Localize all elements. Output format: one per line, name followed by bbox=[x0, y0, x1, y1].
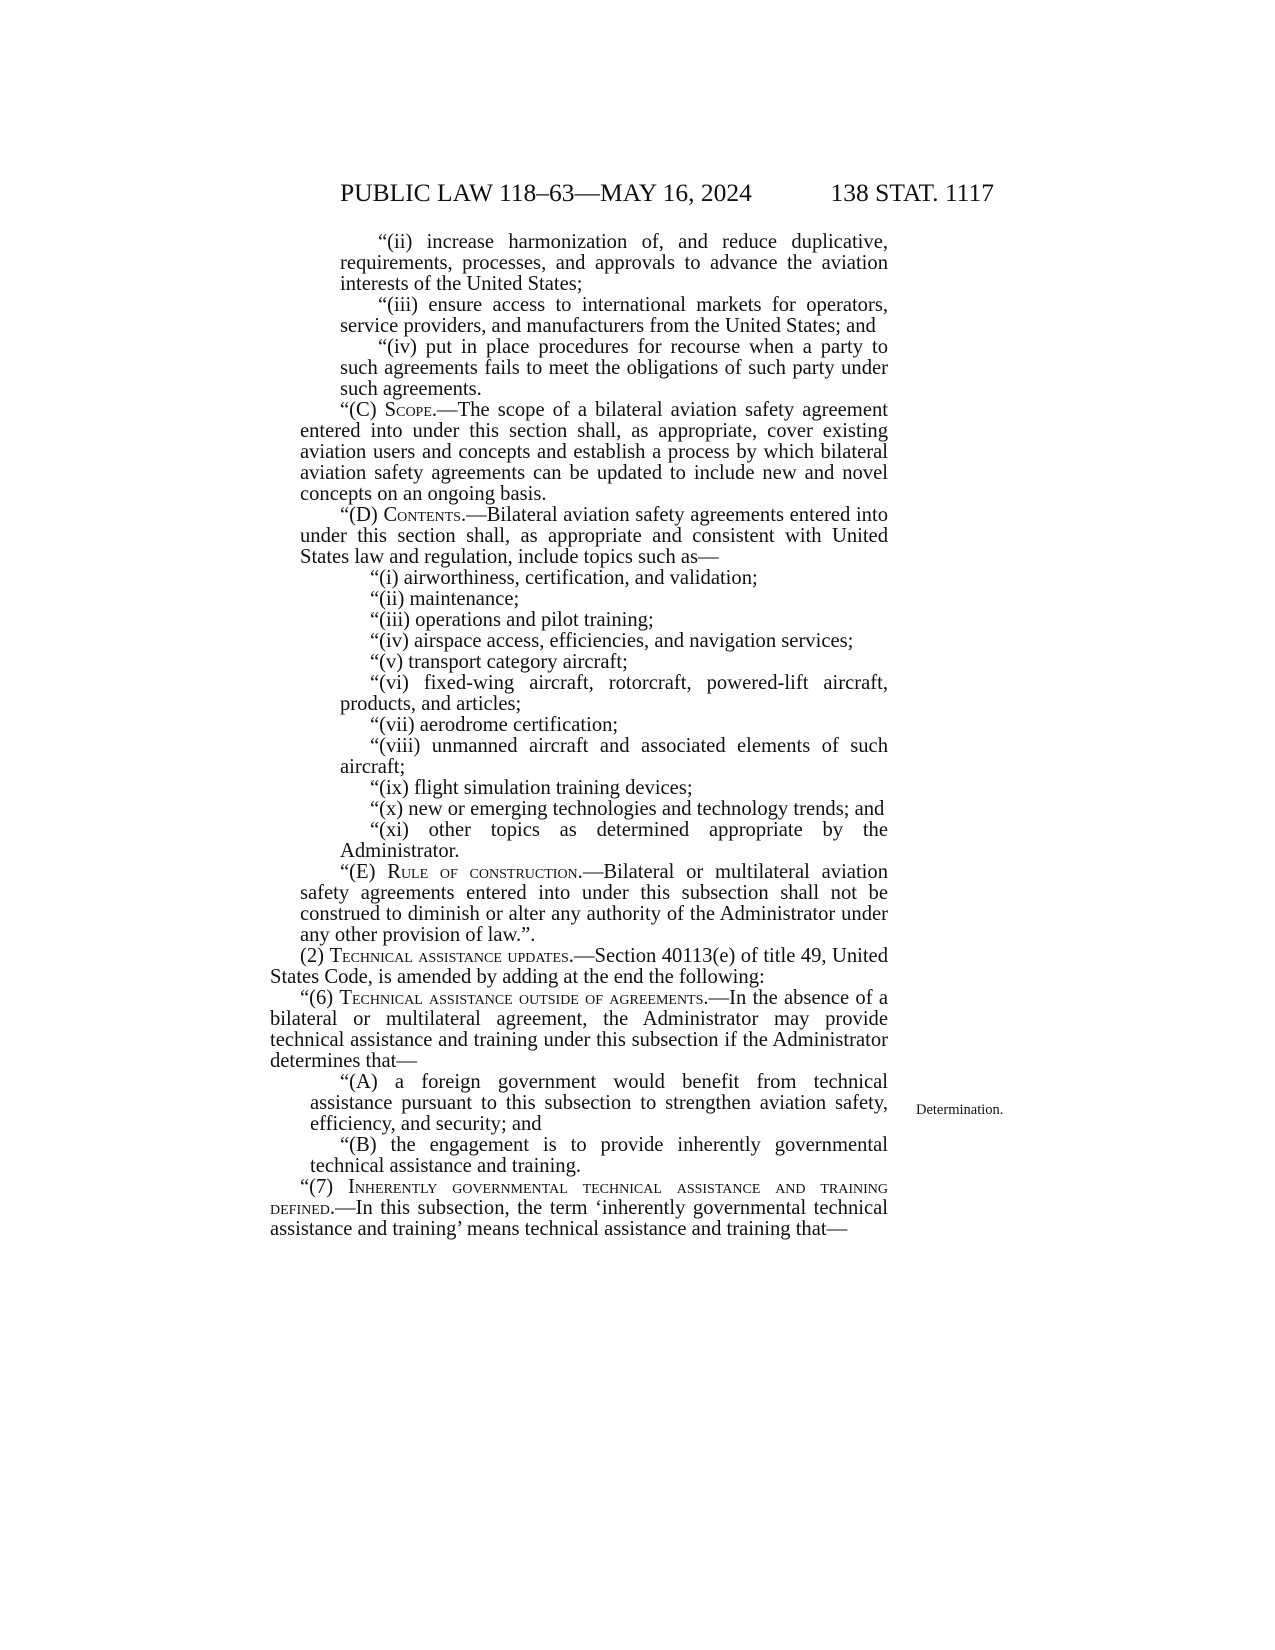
law-title: PUBLIC LAW 118–63—MAY 16, 2024 bbox=[340, 178, 752, 207]
subparagraph-c: “(C) Scope.—The scope of a bilateral aviation safety agreement entered into under this section shall, as appropriate, cover existing aviation users and concepts and establish a process by which bilateral aviation safety agreements can be updated to include new and novel concepts on an ongoing basis. bbox=[300, 399, 888, 505]
subparagraph-6b: “(B) the engagement is to provide inherently governmental technical assistance and training. bbox=[310, 1134, 888, 1177]
subparagraph-e: “(E) Rule of construction.—Bilateral or multilateral aviation safety agreements entered into under this subsection shall not be construed to diminish or alter any authority of the Administrator under any other provision of law.”. bbox=[300, 861, 888, 946]
margin-note: Determination. bbox=[916, 1102, 1004, 1118]
clause-d-i: “(i) airworthiness, certification, and validation; bbox=[370, 567, 758, 589]
clause-d-vii: “(vii) aerodrome certification; bbox=[370, 714, 619, 736]
clause-d-ix: “(ix) flight simulation training devices; bbox=[370, 777, 693, 799]
clause-d-viii: “(viii) unmanned aircraft and associated elements of such aircraft; bbox=[340, 735, 888, 778]
heading-scope: Scope bbox=[384, 399, 432, 421]
heading-inherently-governmental: Inherently governmental technical assistance and training defined bbox=[270, 1176, 888, 1219]
clause-b-iv: “(iv) put in place procedures for recourse when a party to such agreements fails to meet the obligations of such party under such agreements. bbox=[340, 336, 888, 400]
paragraph-2: (2) Technical assistance updates.—Section 40113(e) of title 49, United States Code, is amended by adding at the end the following: bbox=[270, 945, 888, 988]
clause-d-v: “(v) transport category aircraft; bbox=[370, 651, 628, 673]
clause-d-iii: “(iii) operations and pilot training; bbox=[370, 609, 654, 631]
clause-d-ii: “(ii) maintenance; bbox=[370, 588, 520, 610]
heading-technical-assistance-outside: Technical assistance outside of agreements bbox=[339, 987, 704, 1009]
clause-b-iii: “(iii) ensure access to international markets for operators, service providers, and manufacturers from the United States; and bbox=[340, 294, 888, 337]
heading-rule-of-construction: Rule of construction bbox=[387, 861, 578, 883]
heading-contents: Contents bbox=[383, 504, 461, 526]
statute-text bbox=[270, 232, 888, 1240]
heading-technical-assistance-updates: Technical assistance updates bbox=[329, 945, 569, 967]
clause-d-iv: “(iv) airspace access, efficiencies, and navigation services; bbox=[370, 630, 854, 652]
clause-d-vi: “(vi) fixed-wing aircraft, rotorcraft, powered-lift aircraft, products, and articles; bbox=[340, 672, 888, 715]
clause-d-xi: “(xi) other topics as determined appropriate by the Administrator. bbox=[340, 819, 888, 862]
clause-b-ii: “(ii) increase harmonization of, and reduce duplicative, requirements, processes, and approvals to advance the aviation interests of the United States; bbox=[340, 231, 888, 295]
paragraph-7: “(7) Inherently governmental technical assistance and training defined.—In this subsection, the term ‘inherently governmental technical assistance and training’ means technical assistance and training that— bbox=[270, 1176, 888, 1240]
subparagraph-6a: “(A) a foreign government would benefit from technical assistance pursuant to this subsection to strengthen aviation safety, efficiency, and security; and bbox=[310, 1071, 888, 1135]
page-number: 138 STAT. 1117 bbox=[830, 178, 994, 207]
paragraph-6: “(6) Technical assistance outside of agreements.—In the absence of a bilateral or multilateral agreement, the Administrator may provide technical assistance and training under this subsection if the Administrator determines that— bbox=[270, 987, 888, 1072]
subparagraph-d: “(D) Contents.—Bilateral aviation safety agreements entered into under this section shall, as appropriate and consistent with United States law and regulation, include topics such as— bbox=[300, 504, 888, 568]
clause-d-x: “(x) new or emerging technologies and technology trends; and bbox=[370, 798, 885, 820]
